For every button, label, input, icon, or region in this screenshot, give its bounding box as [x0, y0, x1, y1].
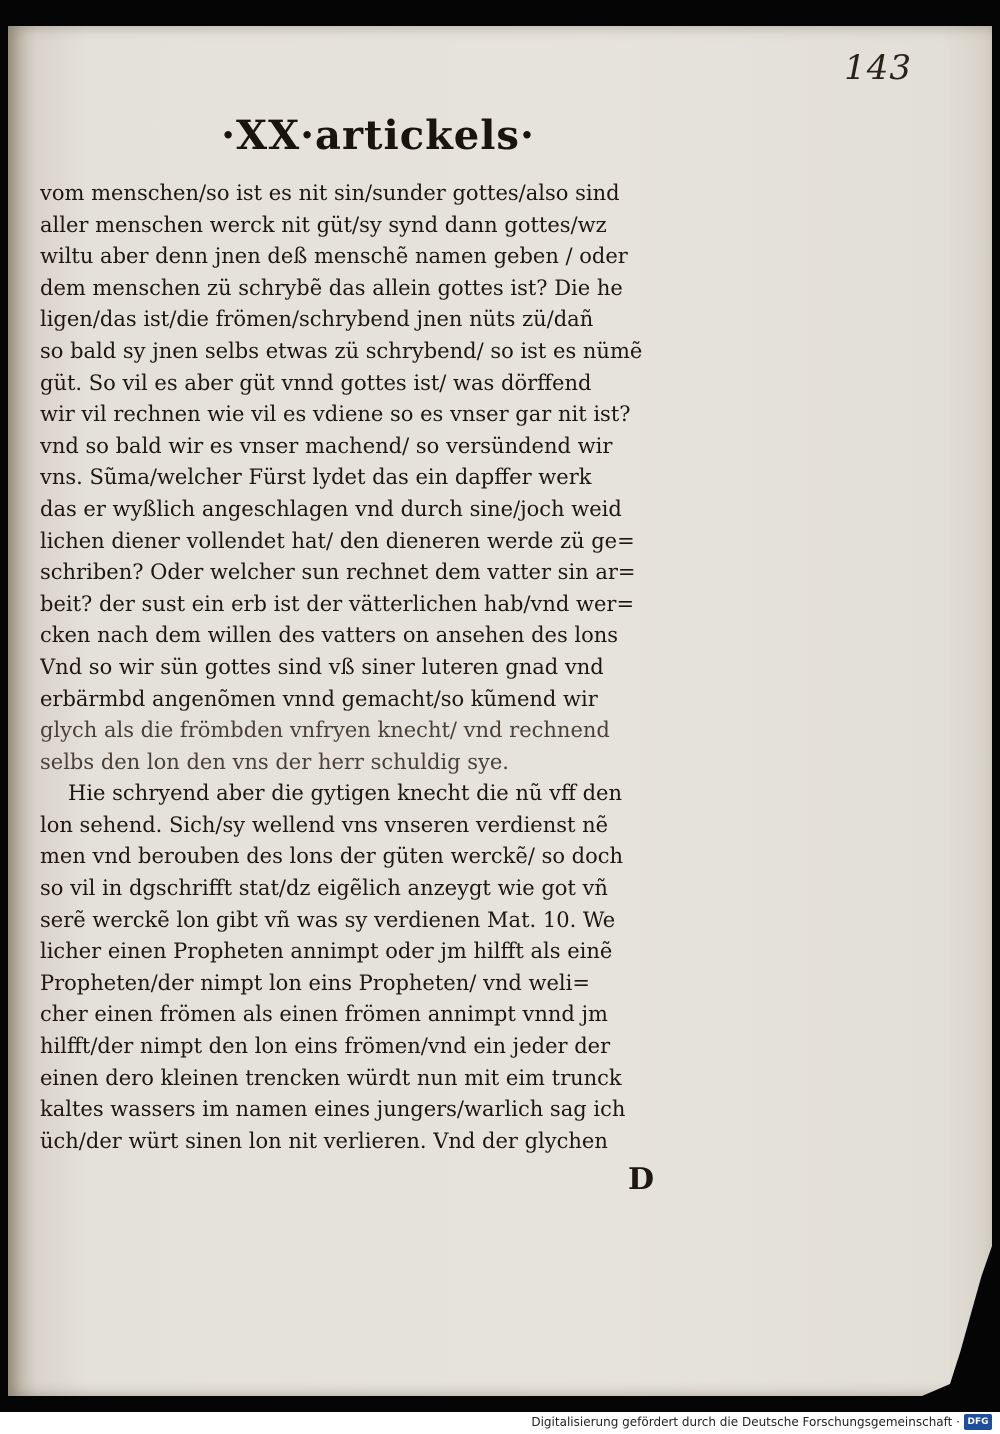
text-line: dem menschen zü schrybẽ das allein gottes ist? Die he — [40, 275, 623, 300]
text-line: üch/der würt sinen lon nit verlieren. Vnd der glychen — [40, 1128, 608, 1153]
digitization-credit: Digitalisierung gefördert durch die Deutsche Forschungsgemeinschaft · — [531, 1415, 960, 1429]
book-page — [8, 26, 992, 1396]
text-line: lon sehend. Sich/sy wellend vns vnseren verdienst nẽ — [40, 812, 609, 837]
text-line: vom menschen/so ist es nit sin/sunder gottes/also sind — [40, 181, 620, 205]
text-line: wiltu aber denn jnen deß menschẽ namen geben / oder — [40, 244, 628, 269]
catchword: D — [628, 1162, 655, 1197]
text-line: cken nach dem willen des vatters on ansehen des lons — [40, 623, 619, 648]
text-line: erbärmbd angenõmen vnnd gemacht/so kũmend wir — [40, 686, 598, 711]
text-line: vnd so bald wir es vnser machend/ so versündend wir — [40, 433, 613, 458]
text-line: selbs den lon den vns der herr schuldig sye. — [40, 749, 509, 774]
text-line: lichen diener vollendet hat/ den dieneren werde zü ge= — [40, 528, 635, 553]
text-line: schriben? Oder welcher sun rechnet dem vatter sin ar= — [40, 560, 636, 585]
text-line: glych als die frömbden vnfryen knecht/ vnd rechnend — [40, 718, 610, 743]
text-line: beit? der sust ein erb ist der vätterlichen hab/vnd wer= — [40, 591, 635, 616]
text-line: cher einen frömen als einen frömen annimpt vnnd jm — [40, 1002, 608, 1027]
text-line: das er wyßlich angeschlagen vnd durch sine/joch weid — [40, 496, 622, 521]
page-number: 143 — [844, 48, 912, 88]
paragraph-start-line: Hie schryend aber die gytigen knecht die nũ vff den — [68, 781, 622, 806]
text-line: einen dero kleinen trencken würdt nun mit eim trunck — [40, 1065, 622, 1090]
dfg-logo: DFG — [964, 1414, 992, 1430]
text-line: aller menschen werck nit güt/sy synd dann gottes/wz — [40, 212, 607, 237]
text-line: ligen/das ist/die frömen/schrybend jnen nüts zü/dañ — [40, 307, 594, 332]
text-line: so vil in dgschrifft stat/dz eigẽlich anzeygt wie got vñ — [40, 876, 608, 901]
text-line: men vnd berouben des lons der güten werckẽ/ so doch — [40, 844, 624, 869]
text-line: so bald sy jnen selbs etwas zü schrybend/ so ist es nümẽ — [40, 338, 643, 363]
text-line: hilfft/der nimpt den lon eins frömen/vnd ein jeder der — [40, 1034, 611, 1059]
text-line: güt. So vil es aber güt vnnd gottes ist/ was dörffend — [40, 370, 592, 395]
text-line: vns. Sũma/welcher Fürst lydet das ein dapffer werk — [40, 465, 592, 490]
text-line: Vnd so wir sün gottes sind vß siner luteren gnad vnd — [40, 654, 604, 679]
text-line: serẽ werckẽ lon gibt vñ was sy verdienen Mat. 10. We — [40, 907, 616, 932]
text-line: wir vil rechnen wie vil es vdiene so es vnser gar nit ist? — [40, 402, 631, 427]
text-line: kaltes wassers im namen eines jungers/warlich sag ich — [40, 1097, 626, 1122]
page-heading: ·XX·artickels· — [221, 112, 535, 159]
body-text — [40, 178, 700, 1157]
text-line: licher einen Propheten annimpt oder jm hilfft als einẽ — [40, 939, 613, 964]
text-line: Propheten/der nimpt lon eins Propheten/ vnd weli= — [40, 970, 590, 995]
